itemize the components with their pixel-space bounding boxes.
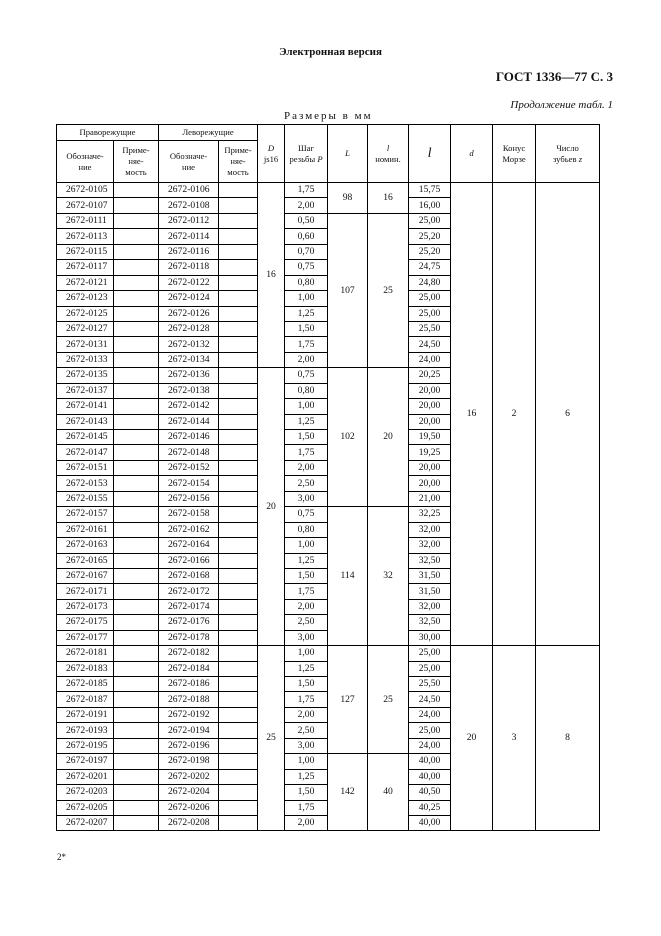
thread-pitch: 1,25 [285,306,328,321]
length-L: 98 [328,183,368,214]
right-hand-designation: 2672-0187 [57,692,114,707]
length-l: 20,00 [409,476,451,491]
thread-pitch: 1,25 [285,414,328,429]
right-hand-application [114,275,159,290]
left-hand-application [219,522,258,537]
length-l1-nominal: 20 [368,368,409,507]
header-teeth: Число зубьев z [536,125,600,183]
right-hand-application [114,491,159,506]
thread-pitch: 0,70 [285,244,328,259]
length-l: 40,00 [409,769,451,784]
thread-pitch: 1,50 [285,677,328,692]
thread-pitch: 1,75 [285,584,328,599]
right-hand-designation: 2672-0147 [57,445,114,460]
right-hand-application [114,306,159,321]
left-hand-application [219,414,258,429]
thread-pitch: 1,75 [285,183,328,198]
thread-pitch: 1,75 [285,445,328,460]
right-hand-application [114,661,159,676]
length-l: 25,20 [409,244,451,259]
dimensions-table [56,124,600,831]
length-l: 40,00 [409,754,451,769]
left-hand-application [219,445,258,460]
left-hand-designation: 2672-0122 [159,275,219,290]
thread-pitch: 0,60 [285,229,328,244]
right-hand-application [114,507,159,522]
left-hand-application [219,229,258,244]
right-hand-application [114,460,159,475]
left-hand-application [219,815,258,830]
length-l: 24,00 [409,707,451,722]
left-hand-application [219,399,258,414]
right-hand-application [114,538,159,553]
thread-pitch: 1,50 [285,568,328,583]
length-L: 142 [328,754,368,831]
header-left-application: Приме- няе- мость [219,141,258,183]
thread-pitch: 2,00 [285,352,328,367]
right-hand-designation: 2672-0185 [57,677,114,692]
left-hand-application [219,352,258,367]
right-hand-designation: 2672-0181 [57,646,114,661]
right-hand-designation: 2672-0165 [57,553,114,568]
left-hand-application [219,584,258,599]
right-hand-application [114,383,159,398]
right-hand-designation: 2672-0123 [57,291,114,306]
header-L: L [328,125,368,183]
right-hand-group-header: Праворежущие [57,125,159,141]
left-hand-application [219,460,258,475]
right-hand-application [114,198,159,213]
thread-pitch: 1,25 [285,553,328,568]
thread-pitch: 0,75 [285,507,328,522]
thread-pitch: 2,00 [285,460,328,475]
left-hand-designation: 2672-0206 [159,800,219,815]
left-hand-application [219,476,258,491]
shank-diameter-d: 20 [451,646,493,831]
left-hand-application [219,244,258,259]
right-hand-designation: 2672-0141 [57,399,114,414]
left-hand-application [219,738,258,753]
right-hand-designation: 2672-0163 [57,538,114,553]
right-hand-application [114,646,159,661]
left-hand-designation: 2672-0176 [159,615,219,630]
length-l: 21,00 [409,491,451,506]
left-hand-designation: 2672-0166 [159,553,219,568]
length-l1-nominal: 16 [368,183,409,214]
length-l: 32,00 [409,522,451,537]
thread-pitch: 2,00 [285,599,328,614]
right-hand-application [114,677,159,692]
length-l: 25,00 [409,661,451,676]
left-hand-designation: 2672-0156 [159,491,219,506]
right-hand-application [114,399,159,414]
left-hand-application [219,754,258,769]
shank-diameter-d: 16 [451,183,493,646]
right-hand-designation: 2672-0157 [57,507,114,522]
thread-pitch: 3,00 [285,630,328,645]
right-hand-application [114,630,159,645]
thread-pitch: 1,75 [285,337,328,352]
right-hand-application [114,769,159,784]
right-hand-designation: 2672-0131 [57,337,114,352]
right-hand-designation: 2672-0113 [57,229,114,244]
left-hand-designation: 2672-0182 [159,646,219,661]
left-hand-application [219,491,258,506]
left-hand-application [219,275,258,290]
right-hand-application [114,584,159,599]
right-hand-application [114,244,159,259]
length-l: 40,50 [409,785,451,800]
right-hand-application [114,568,159,583]
length-l: 32,00 [409,538,451,553]
right-hand-application [114,476,159,491]
left-hand-designation: 2672-0186 [159,677,219,692]
header-D: D js16 [258,125,285,183]
length-l: 24,50 [409,337,451,352]
left-hand-designation: 2672-0188 [159,692,219,707]
right-hand-designation: 2672-0167 [57,568,114,583]
left-hand-designation: 2672-0124 [159,291,219,306]
length-l: 20,00 [409,399,451,414]
left-hand-designation: 2672-0158 [159,507,219,522]
left-hand-application [219,321,258,336]
right-hand-application [114,352,159,367]
left-hand-application [219,615,258,630]
length-l: 24,00 [409,738,451,753]
header-morse-cone: Конус Морзе [493,125,536,183]
right-hand-designation: 2672-0175 [57,615,114,630]
left-hand-designation: 2672-0198 [159,754,219,769]
left-hand-designation: 2672-0194 [159,723,219,738]
right-hand-designation: 2672-0137 [57,383,114,398]
left-hand-application [219,646,258,661]
thread-pitch: 1,00 [285,538,328,553]
thread-pitch: 1,50 [285,321,328,336]
right-hand-designation: 2672-0207 [57,815,114,830]
length-l: 25,00 [409,291,451,306]
right-hand-designation: 2672-0145 [57,430,114,445]
right-hand-designation: 2672-0153 [57,476,114,491]
left-hand-designation: 2672-0106 [159,183,219,198]
length-l: 16,00 [409,198,451,213]
header-right-designation: Обозначе- ние [57,141,114,183]
right-hand-application [114,723,159,738]
length-l: 31,50 [409,568,451,583]
thread-pitch: 3,00 [285,738,328,753]
right-hand-designation: 2672-0177 [57,630,114,645]
thread-pitch: 2,00 [285,815,328,830]
length-l: 32,25 [409,507,451,522]
left-hand-designation: 2672-0152 [159,460,219,475]
length-l: 32,50 [409,615,451,630]
left-hand-designation: 2672-0134 [159,352,219,367]
right-hand-application [114,368,159,383]
length-l: 25,20 [409,229,451,244]
right-hand-designation: 2672-0111 [57,213,114,228]
right-hand-application [114,738,159,753]
left-hand-application [219,337,258,352]
length-L: 127 [328,646,368,754]
thread-pitch: 0,50 [285,213,328,228]
length-l: 25,00 [409,723,451,738]
version-label: Электронная версия [279,46,382,58]
right-hand-application [114,183,159,198]
left-hand-designation: 2672-0178 [159,630,219,645]
left-hand-application [219,707,258,722]
right-hand-application [114,213,159,228]
left-hand-designation: 2672-0142 [159,399,219,414]
left-hand-application [219,568,258,583]
right-hand-designation: 2672-0205 [57,800,114,815]
thread-pitch: 1,75 [285,800,328,815]
teeth-count: 8 [536,646,600,831]
length-L: 102 [328,368,368,507]
left-hand-designation: 2672-0132 [159,337,219,352]
right-hand-application [114,800,159,815]
right-hand-designation: 2672-0125 [57,306,114,321]
right-hand-designation: 2672-0115 [57,244,114,259]
right-hand-application [114,260,159,275]
thread-pitch: 1,75 [285,692,328,707]
thread-pitch: 1,00 [285,291,328,306]
length-l: 32,50 [409,553,451,568]
thread-pitch: 2,00 [285,198,328,213]
thread-pitch: 2,50 [285,476,328,491]
right-hand-designation: 2672-0107 [57,198,114,213]
left-hand-group-header: Леворежущие [159,125,258,141]
left-hand-designation: 2672-0154 [159,476,219,491]
right-hand-application [114,599,159,614]
length-l: 24,80 [409,275,451,290]
length-l: 30,00 [409,630,451,645]
right-hand-designation: 2672-0133 [57,352,114,367]
right-hand-application [114,321,159,336]
length-l: 25,50 [409,321,451,336]
right-hand-designation: 2672-0155 [57,491,114,506]
thread-pitch: 3,00 [285,491,328,506]
length-l: 24,75 [409,260,451,275]
right-hand-application [114,615,159,630]
left-hand-designation: 2672-0146 [159,430,219,445]
thread-pitch: 0,75 [285,260,328,275]
left-hand-application [219,553,258,568]
length-l: 40,25 [409,800,451,815]
length-l: 20,00 [409,414,451,429]
left-hand-application [219,430,258,445]
left-hand-application [219,306,258,321]
length-l: 24,00 [409,352,451,367]
thread-pitch: 2,50 [285,615,328,630]
left-hand-designation: 2672-0174 [159,599,219,614]
left-hand-designation: 2672-0148 [159,445,219,460]
right-hand-designation: 2672-0191 [57,707,114,722]
left-hand-application [219,368,258,383]
left-hand-designation: 2672-0128 [159,321,219,336]
length-l1-nominal: 32 [368,507,409,646]
morse-cone: 2 [493,183,536,646]
right-hand-application [114,785,159,800]
header-l1: l номин. [368,125,409,183]
thread-pitch: 1,50 [285,785,328,800]
left-hand-application [219,692,258,707]
left-hand-application [219,723,258,738]
thread-pitch: 0,75 [285,368,328,383]
right-hand-designation: 2672-0183 [57,661,114,676]
right-hand-designation: 2672-0171 [57,584,114,599]
right-hand-application [114,291,159,306]
length-l1-nominal: 40 [368,754,409,831]
left-hand-designation: 2672-0144 [159,414,219,429]
right-hand-designation: 2672-0201 [57,769,114,784]
length-l: 40,00 [409,815,451,830]
left-hand-designation: 2672-0168 [159,568,219,583]
diameter-D: 25 [258,646,285,831]
left-hand-application [219,260,258,275]
length-l1-nominal: 25 [368,646,409,754]
thread-pitch: 0,80 [285,275,328,290]
table-continuation-label: Продолжение табл. 1 [510,99,613,111]
thread-pitch: 1,00 [285,646,328,661]
left-hand-application [219,383,258,398]
right-hand-designation: 2672-0161 [57,522,114,537]
left-hand-application [219,291,258,306]
left-hand-designation: 2672-0164 [159,538,219,553]
left-hand-designation: 2672-0192 [159,707,219,722]
diameter-D: 16 [258,183,285,368]
left-hand-application [219,661,258,676]
right-hand-designation: 2672-0195 [57,738,114,753]
left-hand-application [219,538,258,553]
length-l: 20,00 [409,460,451,475]
right-hand-designation: 2672-0203 [57,785,114,800]
left-hand-designation: 2672-0208 [159,815,219,830]
thread-pitch: 0,80 [285,522,328,537]
right-hand-application [114,414,159,429]
length-l: 32,00 [409,599,451,614]
right-hand-designation: 2672-0197 [57,754,114,769]
right-hand-application [114,692,159,707]
table-body [57,183,600,831]
right-hand-application [114,430,159,445]
left-hand-designation: 2672-0196 [159,738,219,753]
header-l: l [409,125,451,183]
thread-pitch: 1,00 [285,754,328,769]
left-hand-application [219,785,258,800]
right-hand-designation: 2672-0105 [57,183,114,198]
right-hand-designation: 2672-0173 [57,599,114,614]
table-row [57,183,600,198]
length-l: 19,50 [409,430,451,445]
right-hand-designation: 2672-0127 [57,321,114,336]
left-hand-application [219,183,258,198]
thread-pitch: 2,00 [285,707,328,722]
header-left-designation: Обозначе- ние [159,141,219,183]
length-l: 24,50 [409,692,451,707]
left-hand-designation: 2672-0184 [159,661,219,676]
left-hand-designation: 2672-0172 [159,584,219,599]
page-footnote-mark: 2* [57,852,66,862]
left-hand-designation: 2672-0108 [159,198,219,213]
right-hand-designation: 2672-0151 [57,460,114,475]
length-l: 25,50 [409,677,451,692]
left-hand-application [219,599,258,614]
length-l: 20,00 [409,383,451,398]
right-hand-application [114,553,159,568]
right-hand-designation: 2672-0135 [57,368,114,383]
right-hand-application [114,522,159,537]
right-hand-designation: 2672-0193 [57,723,114,738]
thread-pitch: 1,25 [285,769,328,784]
length-l: 25,00 [409,646,451,661]
right-hand-application [114,445,159,460]
left-hand-application [219,800,258,815]
table-row [57,646,600,661]
left-hand-application [219,507,258,522]
thread-pitch: 1,00 [285,399,328,414]
thread-pitch: 1,25 [285,661,328,676]
units-label: Размеры в мм [284,110,373,122]
right-hand-application [114,707,159,722]
left-hand-designation: 2672-0138 [159,383,219,398]
right-hand-application [114,337,159,352]
diameter-D: 20 [258,368,285,646]
header-pitch: Шаг резьбы P [285,125,328,183]
length-L: 114 [328,507,368,646]
teeth-count: 6 [536,183,600,646]
length-l: 25,00 [409,213,451,228]
thread-pitch: 1,50 [285,430,328,445]
left-hand-application [219,677,258,692]
left-hand-designation: 2672-0162 [159,522,219,537]
left-hand-designation: 2672-0118 [159,260,219,275]
left-hand-designation: 2672-0126 [159,306,219,321]
header-right-application: Приме- няе- мость [114,141,159,183]
left-hand-designation: 2672-0112 [159,213,219,228]
length-l: 31,50 [409,584,451,599]
right-hand-application [114,754,159,769]
header-d: d [451,125,493,183]
length-l: 15,75 [409,183,451,198]
right-hand-application [114,229,159,244]
left-hand-designation: 2672-0116 [159,244,219,259]
right-hand-designation: 2672-0121 [57,275,114,290]
left-hand-application [219,198,258,213]
length-L: 107 [328,213,368,367]
right-hand-designation: 2672-0143 [57,414,114,429]
thread-pitch: 0,80 [285,383,328,398]
left-hand-designation: 2672-0114 [159,229,219,244]
length-l: 20,25 [409,368,451,383]
right-hand-application [114,815,159,830]
length-l: 19,25 [409,445,451,460]
standard-page-number: ГОСТ 1336—77 С. 3 [495,69,613,84]
morse-cone: 3 [493,646,536,831]
left-hand-designation: 2672-0136 [159,368,219,383]
left-hand-application [219,769,258,784]
left-hand-application [219,213,258,228]
thread-pitch: 2,50 [285,723,328,738]
left-hand-designation: 2672-0204 [159,785,219,800]
length-l: 25,00 [409,306,451,321]
left-hand-application [219,630,258,645]
right-hand-designation: 2672-0117 [57,260,114,275]
length-l1-nominal: 25 [368,213,409,367]
left-hand-designation: 2672-0202 [159,769,219,784]
